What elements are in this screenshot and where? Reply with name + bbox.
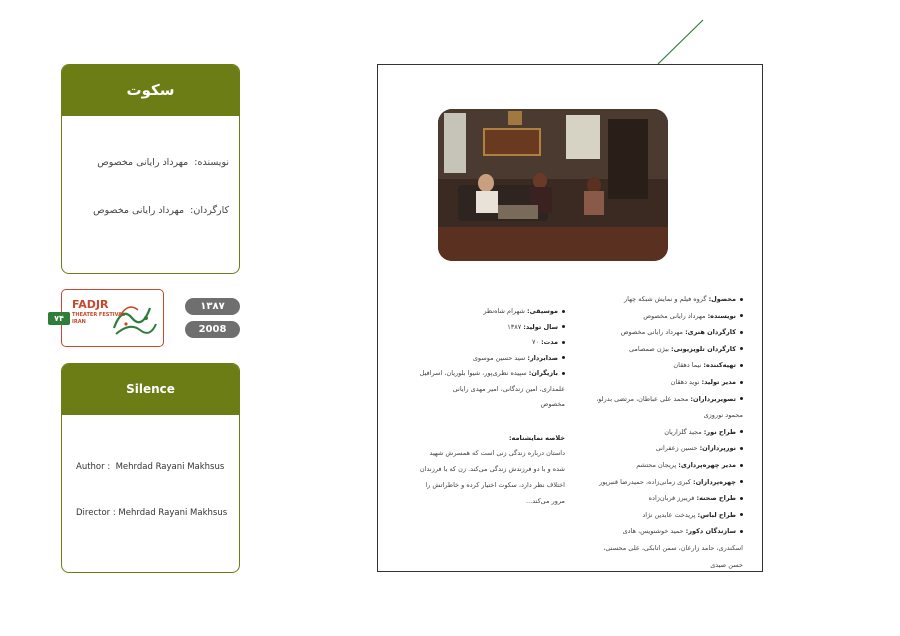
credit-value: پریدخت عابدین نژاد <box>642 510 696 519</box>
year-persian-pill: ۱۳۸۷ <box>185 298 240 315</box>
credit-value: نوید دهقان <box>670 378 700 386</box>
bullet-icon <box>562 310 565 313</box>
credit-row <box>704 411 743 419</box>
credit-row <box>532 338 565 346</box>
bullet-icon <box>740 530 743 533</box>
credit-row <box>596 395 743 403</box>
credit-value: فریبرز قربان‌زاده <box>648 494 695 503</box>
credit-value: محمود نوروزی <box>703 411 743 420</box>
credit-value: حسن صیدی <box>710 560 743 569</box>
credit-value: مهرداد رایانی مخصوص <box>643 311 706 320</box>
credit-label: کارگردان تلویزیونی: <box>671 344 736 353</box>
credit-row <box>664 428 743 436</box>
credit-label: طراح صحنه: <box>696 494 736 503</box>
english-author-label: Author : <box>76 462 111 472</box>
credit-value: کبری زمانی‌زاده، حمیدرضا قنبرپور <box>599 477 691 486</box>
credit-row <box>621 328 743 336</box>
persian-director-label: کارگردان: <box>190 205 229 216</box>
credit-label: نورپردازان: <box>699 444 736 453</box>
bullet-icon <box>740 464 743 467</box>
festival-subtitle-line1: THEATER FESTIVAL <box>72 312 126 318</box>
credit-row <box>649 494 743 502</box>
credit-value: مخصوص <box>540 400 565 408</box>
credit-row <box>624 295 743 303</box>
bullet-icon <box>740 314 743 317</box>
persian-author-value: مهرداد رایانی مخصوص <box>97 157 189 168</box>
credit-value: بیژن صمصامی <box>628 344 669 353</box>
credit-row <box>710 561 743 569</box>
credit-row <box>599 478 743 486</box>
credit-label: کارگردان هنری: <box>685 328 736 337</box>
english-director-label: Director : <box>76 508 116 518</box>
credit-label: مدیر تولید: <box>701 378 736 386</box>
bullet-icon <box>740 497 743 500</box>
bullet-icon <box>740 430 743 433</box>
credit-value: سید حسین موسوی <box>472 353 526 362</box>
credit-value: حمید خوشنویس، هادی <box>622 527 684 536</box>
credit-row <box>507 323 565 331</box>
bullet-icon <box>562 372 565 375</box>
credit-label: مدیر چهره‌پردازی: <box>678 461 736 469</box>
credit-value: شهرام شاه‌نظر <box>483 307 525 315</box>
credit-value: ۱۳۸۷ <box>507 322 522 331</box>
credit-row <box>671 378 743 386</box>
credit-row <box>643 312 743 320</box>
persian-director-value: مهرداد رایانی مخصوص <box>93 205 185 216</box>
credit-row <box>473 354 565 362</box>
bullet-icon <box>740 513 743 516</box>
credit-row <box>603 544 743 552</box>
credit-label: نویسنده: <box>707 311 736 320</box>
credit-value: گروه فیلم و نمایش شبکه چهار <box>623 295 707 303</box>
english-title: Silence <box>62 364 239 415</box>
bullet-icon <box>740 298 743 301</box>
bullet-icon <box>740 364 743 367</box>
persian-title: سکوت <box>62 65 239 116</box>
synopsis-line: مرور می‌کند... <box>526 497 565 505</box>
english-author-value: Mehrdad Rayani Makhsus <box>115 462 225 472</box>
synopsis-line: اختلاف نظر دارد، سکوت اختیار کرده و خاطراتش را <box>425 481 565 489</box>
festival-edition-badge: ۷۴ <box>48 312 70 325</box>
festival-subtitle-line2: IRAN <box>72 319 86 325</box>
credit-row <box>629 345 743 353</box>
year-gregorian-pill: 2008 <box>185 321 240 338</box>
credit-label: سال تولید: <box>523 322 558 331</box>
credit-label: صدابردار: <box>527 353 558 362</box>
credit-label: طراح نور: <box>703 427 736 436</box>
bullet-icon <box>562 341 565 344</box>
credit-row <box>483 307 565 315</box>
synopsis-title: خلاصه نمایشنامه: <box>508 434 565 442</box>
credit-label: سازندگان دکور: <box>685 527 736 536</box>
credit-row <box>642 511 743 519</box>
credit-label: تهیه‌کننده: <box>703 361 736 370</box>
credit-row <box>673 361 743 369</box>
credit-value: اسکندری، حامد زارعان، سمن اتابکی، علی محسنی، <box>603 544 743 552</box>
credit-label: چهره‌پردازان: <box>692 477 736 486</box>
credit-value: حسین زعفرانی <box>655 444 698 453</box>
credit-value: سپیده نظری‌پور، شیوا بلوریان، اسرافیل <box>419 369 527 377</box>
bullet-icon <box>740 397 743 400</box>
credit-value: علمداری، امین زندگانی، امیر مهدی رایانی <box>452 384 565 393</box>
credit-label: بازیگران: <box>528 369 558 377</box>
synopsis-line: داستان درباره زندگی زنی است که همسرش شهید <box>429 449 565 457</box>
credit-label: طراح لباس: <box>697 510 736 519</box>
credit-value: پریجان محتشم <box>636 461 677 469</box>
credit-row <box>453 385 565 393</box>
festival-name: FADJR <box>72 298 109 311</box>
bullet-icon <box>740 480 743 483</box>
credit-value: محمد علی عباطان، مرتضی بدرلو، <box>596 394 689 403</box>
bullet-icon <box>740 347 743 350</box>
credit-row <box>656 444 743 452</box>
scene-photo <box>438 109 668 261</box>
bullet-icon <box>740 331 743 334</box>
credit-label: محصول: <box>708 295 736 303</box>
synopsis-line: شده و با دو فرزندش زندگی می‌کند. زن که با فرزندان <box>419 465 565 473</box>
credit-row <box>623 527 743 535</box>
credit-row <box>636 461 743 469</box>
bullet-icon <box>740 447 743 450</box>
credit-label: مدت: <box>541 338 558 346</box>
bullet-icon <box>562 356 565 359</box>
credit-value: نیما دهقان <box>673 361 702 370</box>
persian-author-label: نویسنده: <box>194 157 229 168</box>
bullet-icon <box>740 381 743 384</box>
credit-row <box>540 400 565 408</box>
credit-value: مجید گلزاریان <box>664 427 702 436</box>
credit-row <box>420 369 565 377</box>
bullet-icon <box>562 325 565 328</box>
credit-value: ۷۰ <box>532 338 539 346</box>
credit-label: تصویربرداران: <box>690 394 736 403</box>
synopsis-block <box>395 434 565 514</box>
credit-value: مهرداد رایانی مخصوص <box>620 328 683 337</box>
credit-label: موسیقی: <box>527 307 558 315</box>
english-director-value: Mehrdad Rayani Makhsus <box>118 508 228 518</box>
